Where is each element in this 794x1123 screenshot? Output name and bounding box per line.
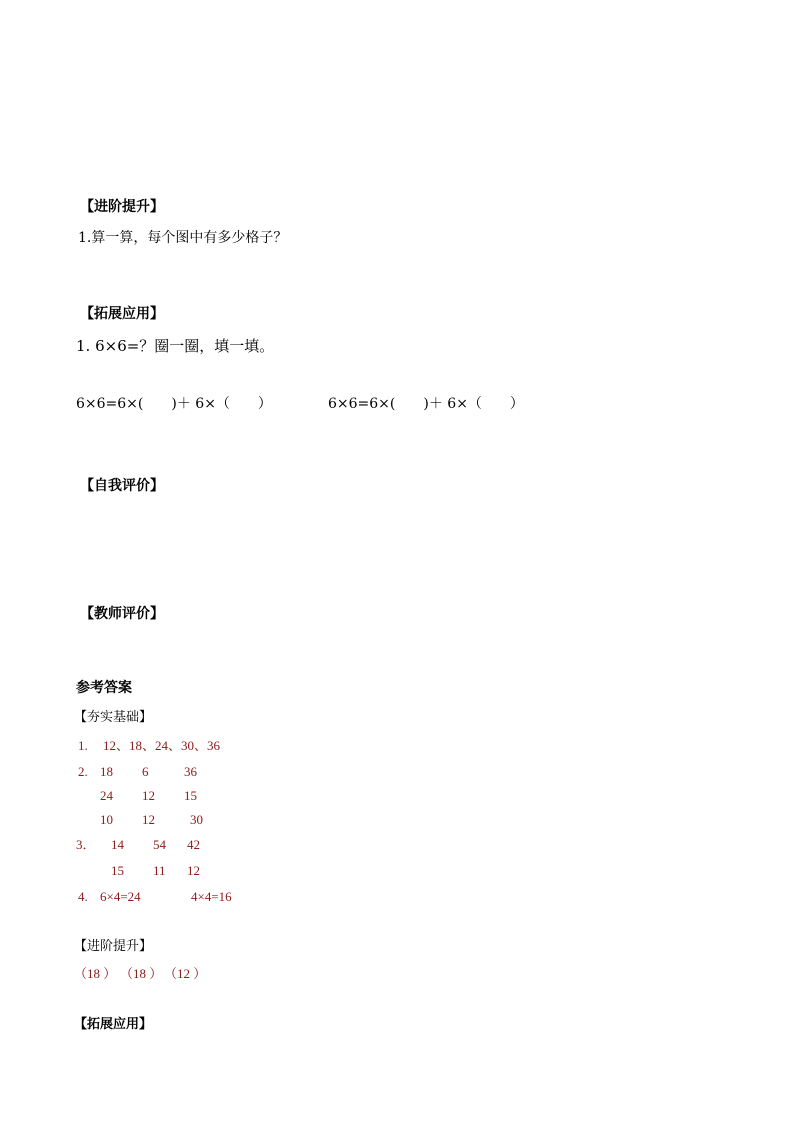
extend-equation-right: 6×6=6×( )＋ 6×（ ） bbox=[328, 396, 524, 412]
answer-2-cell: 36 bbox=[184, 764, 197, 779]
answers-advanced-item: （18 ） bbox=[74, 966, 117, 981]
answers-advanced-title: 【进阶提升】 bbox=[74, 939, 153, 954]
answer-3-cell: 12 bbox=[187, 863, 200, 878]
answer-3-cell: 14 bbox=[111, 837, 124, 852]
extend-equation-left: 6×6=6×( )＋ 6×（ ） bbox=[76, 396, 272, 412]
answers-advanced-item: （18 ） bbox=[120, 966, 163, 981]
answers-basic-title: 【夯实基础】 bbox=[74, 710, 153, 725]
answer-2-cell: 30 bbox=[190, 812, 203, 827]
section-advanced-title: 【进阶提升】 bbox=[80, 199, 164, 215]
answer-4-right: 4×4=16 bbox=[191, 889, 232, 904]
answers-advanced-item: （12 ） bbox=[164, 966, 207, 981]
answer-3-cell: 54 bbox=[153, 837, 166, 852]
answer-2-cell: 15 bbox=[184, 788, 197, 803]
section-extend-title: 【拓展应用】 bbox=[80, 306, 164, 322]
answer-4-number: 4. bbox=[78, 889, 88, 904]
extend-question-1: 1. 6×6=？圈一圈，填一填。 bbox=[76, 337, 275, 355]
advanced-question-1: 1.算一算，每个图中有多少格子？ bbox=[78, 230, 288, 246]
answer-2-cell: 24 bbox=[100, 788, 113, 803]
answer-1: 12、18、24、30、36 bbox=[103, 738, 221, 753]
answers-extend-title: 【拓展应用】 bbox=[74, 1017, 153, 1032]
answer-2-cell: 18 bbox=[100, 764, 113, 779]
answer-3-cell: 42 bbox=[187, 837, 200, 852]
answer-1-number: 1. bbox=[78, 738, 88, 753]
answer-2-number: 2. bbox=[78, 764, 88, 779]
answer-2-cell: 12 bbox=[142, 788, 155, 803]
answer-2-cell: 12 bbox=[142, 812, 155, 827]
answer-3-number: 3． bbox=[76, 837, 96, 852]
answer-3-cell: 11 bbox=[153, 863, 166, 878]
section-teacher-title: 【教师评价】 bbox=[80, 606, 164, 622]
answers-title: 参考答案 bbox=[76, 680, 132, 696]
answer-2-cell: 10 bbox=[100, 812, 113, 827]
answer-2-cell: 6 bbox=[142, 764, 149, 779]
answer-4-left: 6×4=24 bbox=[100, 889, 141, 904]
answer-3-cell: 15 bbox=[111, 863, 124, 878]
section-self-title: 【自我评价】 bbox=[80, 478, 164, 494]
